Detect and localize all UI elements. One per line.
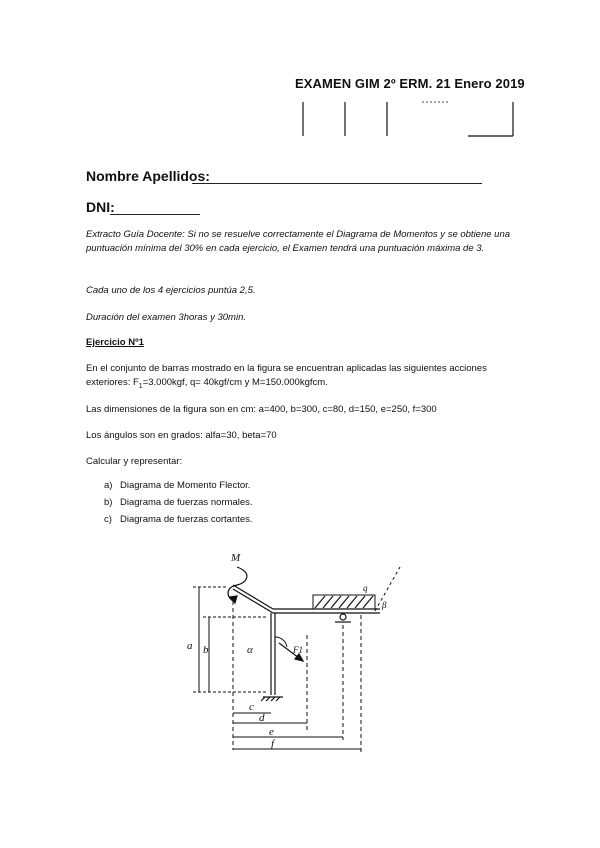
score-note: Cada uno de los 4 ejercicios puntúa 2,5.	[86, 285, 256, 296]
dni-label: DNI:	[86, 199, 115, 215]
label-alpha: α	[247, 644, 253, 656]
exercise-intro	[86, 362, 516, 394]
name-field-line[interactable]	[192, 183, 482, 184]
list-item-text: Diagrama de fuerzas cortantes.	[120, 514, 253, 525]
duration-note: Duración del examen 3horas y 30min.	[86, 312, 247, 323]
exam-title: EXAMEN GIM 2º ERM. 21 Enero 2019	[295, 76, 525, 91]
list-item-label: c)	[104, 514, 112, 525]
label-M: M	[231, 552, 241, 564]
dni-field-line[interactable]	[110, 214, 200, 215]
list-item-label: b)	[104, 497, 113, 508]
structure-figure	[175, 545, 415, 775]
grade-boxes	[300, 100, 515, 138]
bar-inclined-upper	[233, 585, 273, 609]
list-item	[104, 514, 253, 525]
label-q: q	[363, 583, 368, 593]
intro-line-1: En el conjunto de barras mostrado en la figura se encuentran aplicadas las siguientes acciones	[86, 363, 487, 374]
label-beta: β	[382, 600, 387, 610]
list-item-text: Diagrama de fuerzas normales.	[120, 497, 253, 508]
intro-prefix: exteriores: F	[86, 377, 139, 388]
label-d: d	[259, 712, 265, 724]
label-a: a	[187, 640, 193, 652]
label-f: f	[271, 738, 275, 750]
list-item	[104, 480, 250, 491]
label-c: c	[249, 701, 254, 713]
label-F1: F1	[293, 645, 303, 655]
intro-sub: 1	[138, 382, 143, 390]
list-item-label: a)	[104, 480, 113, 491]
dimensions-text: Las dimensiones de la figura son en cm: a=400, b=300, c=80, d=150, e=250, f=300	[86, 404, 437, 415]
list-item	[104, 497, 253, 508]
list-item-text: Diagrama de Momento Flector.	[120, 480, 251, 491]
name-label: Nombre Apellidos:	[86, 168, 210, 184]
exercise-title: Ejercicio Nº1	[86, 337, 144, 348]
calc-text: Calcular y representar:	[86, 456, 183, 467]
label-b: b	[203, 644, 209, 656]
label-e: e	[269, 726, 274, 738]
intro-suffix: =3.000kgf, q= 40kgf/cm y M=150.000kgfcm.	[142, 377, 328, 388]
intro-line-2	[86, 376, 516, 394]
angles-text: Los ángulos son en grados: alfa=30, beta=70	[86, 430, 277, 441]
guide-note: Extracto Guía Docente: Si no se resuelve correctamente el Diagrama de Momentos y se obtiene una puntuación mínima del 30% en cada ejercicio, el Examen tendrá una puntuación máxima de 3.	[86, 229, 511, 254]
